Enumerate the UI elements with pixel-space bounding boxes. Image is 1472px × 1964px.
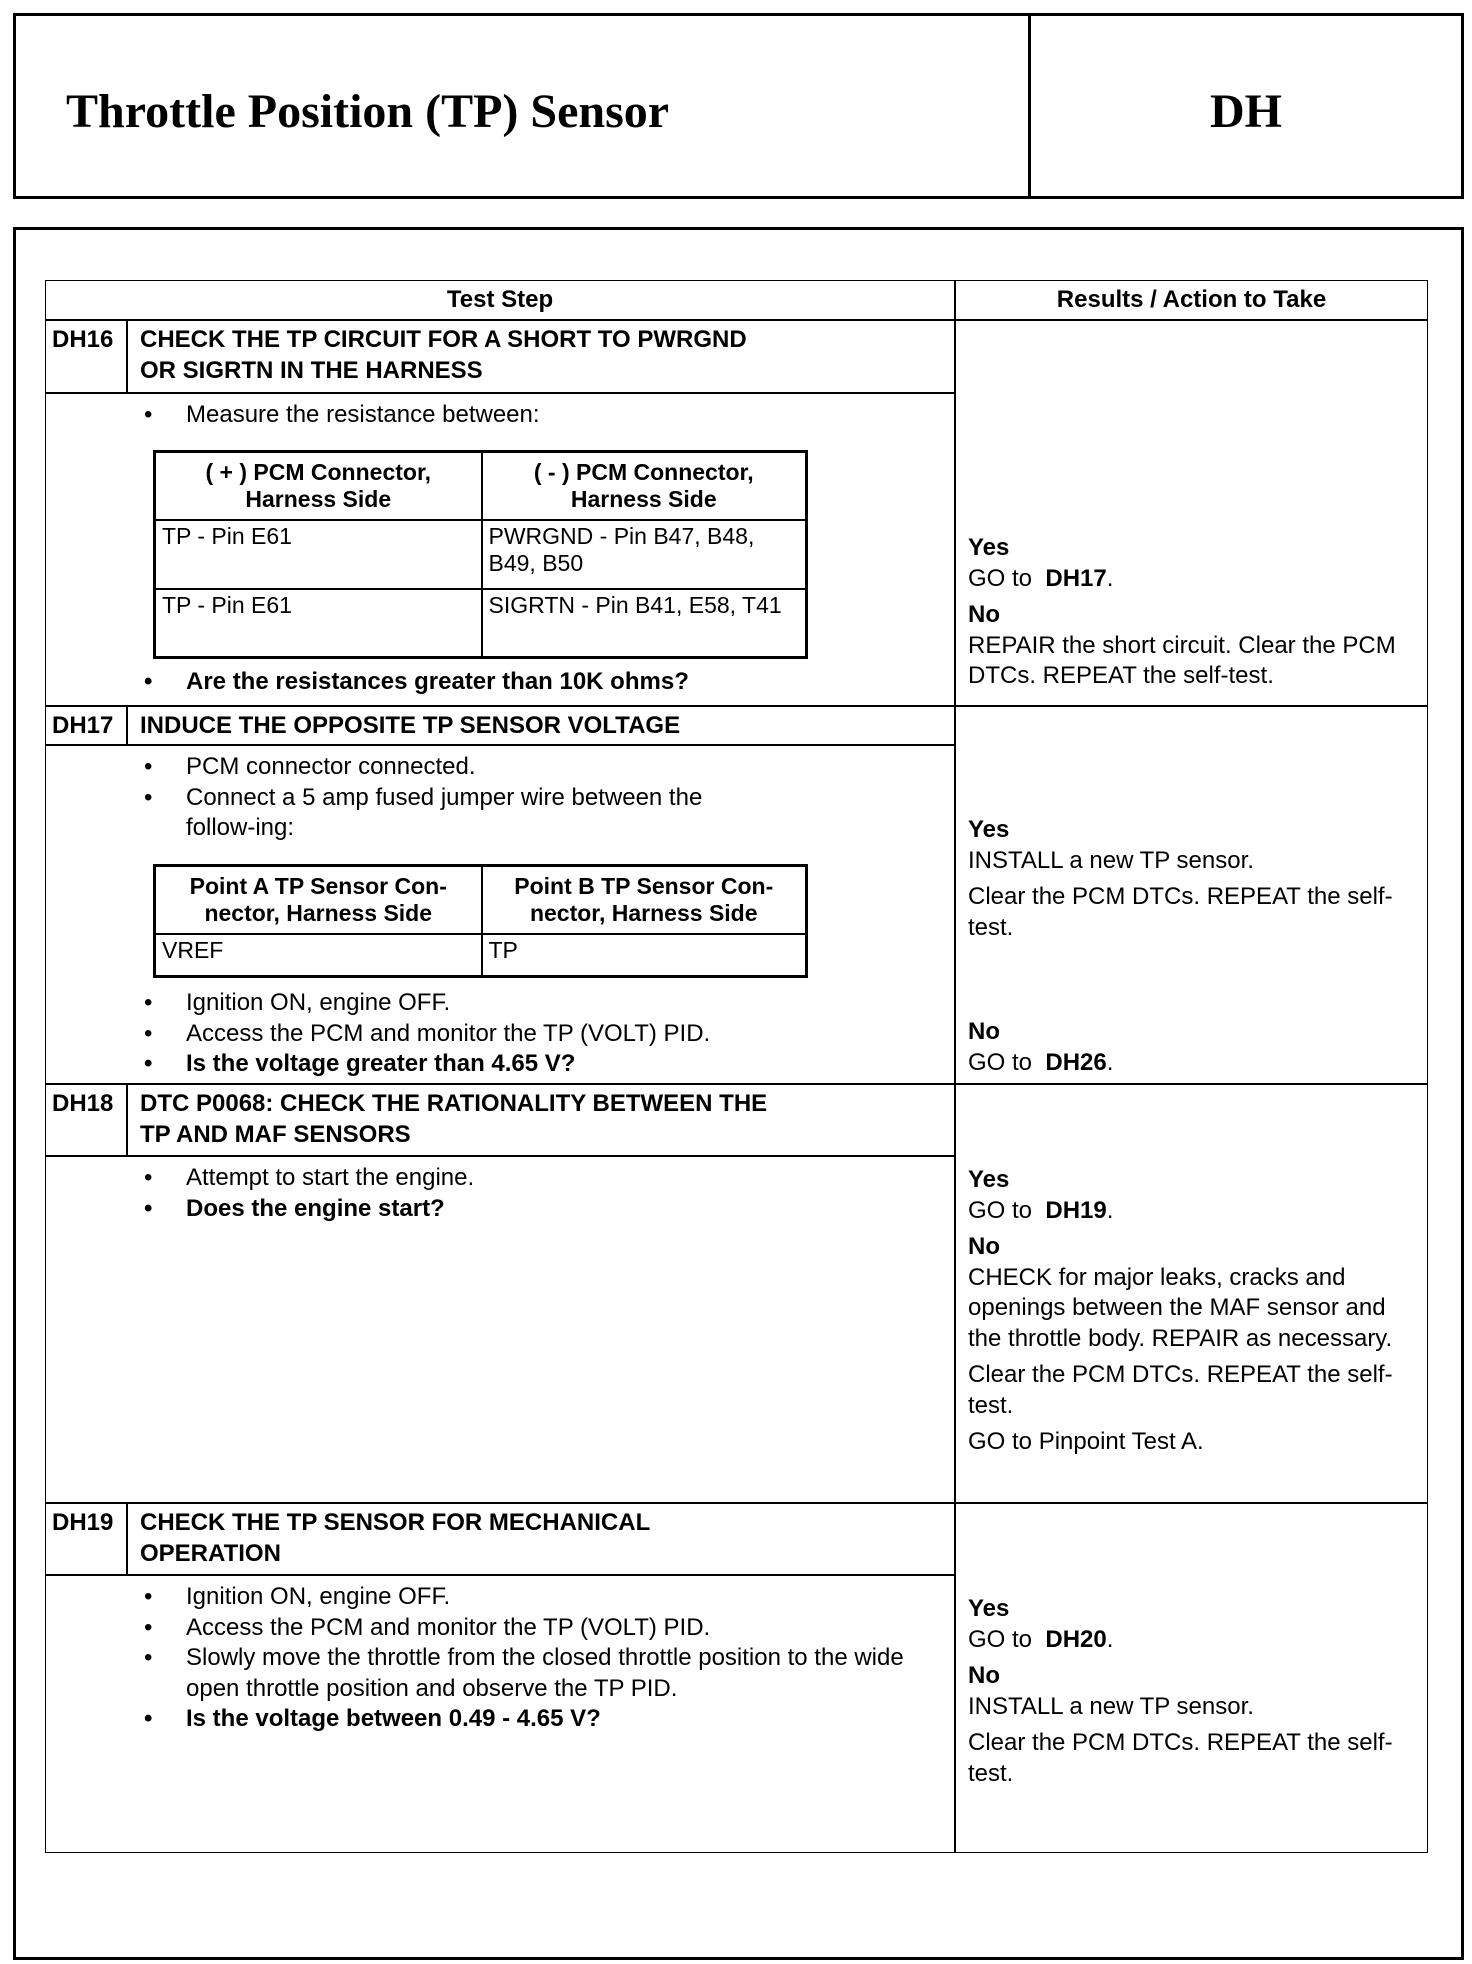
bullet-question: • Is the voltage greater than 4.65 V? <box>46 1049 954 1080</box>
no-label: No <box>968 1018 1000 1045</box>
no-label: No <box>968 1233 1000 1260</box>
no-text: GO to <box>968 1048 1033 1076</box>
goto-link[interactable]: DH17 <box>1045 564 1107 592</box>
table-row <box>155 520 807 589</box>
no-text-3: GO to Pinpoint Test A. <box>968 1428 1204 1455</box>
page-header <box>13 13 1464 199</box>
bullet: • Ignition ON, engine OFF. <box>46 1582 904 1613</box>
no-text: REPAIR the short circuit. Clear the PCM DTCs. REPEAT the self-test. <box>968 631 1396 689</box>
no-text: INSTALL a new TP sensor. <box>968 1692 1254 1720</box>
no-text: CHECK for major leaks, cracks and openings between the MAF sensor and the throttle body. REPAIR as necessary. <box>968 1263 1393 1352</box>
table-row <box>155 589 807 657</box>
table-header: ( - ) PCM Connector, Harness Side <box>482 452 807 521</box>
measurement-table <box>153 450 808 659</box>
no-text-2: Clear the PCM DTCs. REPEAT the self-test. <box>968 1361 1393 1419</box>
yes-text: GO to <box>968 1625 1033 1653</box>
table-cell: TP - Pin E61 <box>155 589 482 657</box>
goto-link[interactable]: DH20 <box>1045 1625 1107 1653</box>
table-header: ( + ) PCM Connector, Harness Side <box>155 452 482 521</box>
bullet: • Access the PCM and monitor the TP (VOLT) PID. <box>46 1019 954 1050</box>
step-body <box>45 1156 955 1503</box>
no-label: No <box>968 1662 1000 1689</box>
step-title: INDUCE THE OPPOSITE TP SENSOR VOLTAGE <box>127 706 955 745</box>
jumper-table <box>153 864 808 978</box>
bullet: • Ignition ON, engine OFF. <box>46 988 954 1019</box>
step-id: DH17 <box>45 706 127 745</box>
yes-label: Yes <box>968 816 1010 843</box>
step-body <box>45 393 955 706</box>
step-body <box>45 745 955 1084</box>
step-results: Yes INSTALL a new TP sensor. Clear the PCM DTCs. REPEAT the self-test. No GO to DH26. <box>955 706 1428 1084</box>
goto-link[interactable]: DH19 <box>1045 1196 1107 1224</box>
yes-label: Yes <box>968 1166 1010 1193</box>
bullet-question: • Does the engine start? <box>46 1194 954 1225</box>
bullet-question: • Is the voltage between 0.49 - 4.65 V? <box>46 1704 904 1735</box>
step-id: DH19 <box>45 1503 127 1575</box>
no-label: No <box>968 601 1000 628</box>
table-header: Point B TP Sensor Con-nector, Harness Side <box>482 866 807 935</box>
page-title: Throttle Position (TP) Sensor <box>66 85 670 138</box>
section-code: DH <box>1210 85 1282 138</box>
bullet: • PCM connector connected. <box>46 752 764 783</box>
table-cell: TP - Pin E61 <box>155 520 482 589</box>
step-results: Yes GO to DH19. No CHECK for major leaks, cracks and openings between the MAF sensor and the throttle body. REPAIR as necessary. Clear the PCM DTCs. REPEAT the self-test. GO to Pinpoint Test A. <box>955 1084 1428 1503</box>
step-results: Yes GO to DH20. No INSTALL a new TP sensor. Clear the PCM DTCs. REPEAT the self-test. <box>955 1503 1428 1853</box>
table-cell: PWRGND - Pin B47, B48, B49, B50 <box>482 520 807 589</box>
yes-text-2: Clear the PCM DTCs. REPEAT the self-test. <box>968 883 1393 941</box>
table-cell: SIGRTN - Pin B41, E58, T41 <box>482 589 807 657</box>
bullet: • Measure the resistance between: <box>46 400 954 431</box>
no-text-2: Clear the PCM DTCs. REPEAT the self-test. <box>968 1729 1393 1787</box>
step-results: Yes GO to DH17. No REPAIR the short circuit. Clear the PCM DTCs. REPEAT the self-test. <box>955 320 1428 706</box>
yes-text: GO to <box>968 1196 1033 1224</box>
table-header: Point A TP Sensor Con-nector, Harness Side <box>155 866 482 935</box>
bullet-question: • Are the resistances greater than 10K ohms? <box>46 667 954 698</box>
col-header-results: Results / Action to Take <box>955 280 1428 320</box>
step-title: CHECK THE TP CIRCUIT FOR A SHORT TO PWRGND OR SIGRTN IN THE HARNESS <box>127 320 955 393</box>
yes-text: INSTALL a new TP sensor. <box>968 846 1254 874</box>
step-id: DH18 <box>45 1084 127 1156</box>
step-title: DTC P0068: CHECK THE RATIONALITY BETWEEN THE TP AND MAF SENSORS <box>127 1084 955 1156</box>
step-title: CHECK THE TP SENSOR FOR MECHANICAL OPERATION <box>127 1503 955 1575</box>
yes-label: Yes <box>968 1595 1010 1622</box>
table-cell: VREF <box>155 934 482 976</box>
bullet: • Slowly move the throttle from the closed throttle position to the wide open throttle position and observe the TP PID. <box>46 1643 904 1704</box>
table-row <box>155 934 807 976</box>
bullet: • Attempt to start the engine. <box>46 1163 954 1194</box>
table-cell: TP <box>482 934 807 976</box>
yes-label: Yes <box>968 534 1010 561</box>
goto-link[interactable]: DH26 <box>1045 1048 1107 1076</box>
step-id: DH16 <box>45 320 127 393</box>
bullet: • Connect a 5 amp fused jumper wire between the follow-ing: <box>46 783 764 844</box>
col-header-test-step: Test Step <box>45 280 955 320</box>
yes-text: GO to <box>968 564 1033 592</box>
bullet: • Access the PCM and monitor the TP (VOLT) PID. <box>46 1613 904 1644</box>
step-body <box>45 1575 955 1853</box>
